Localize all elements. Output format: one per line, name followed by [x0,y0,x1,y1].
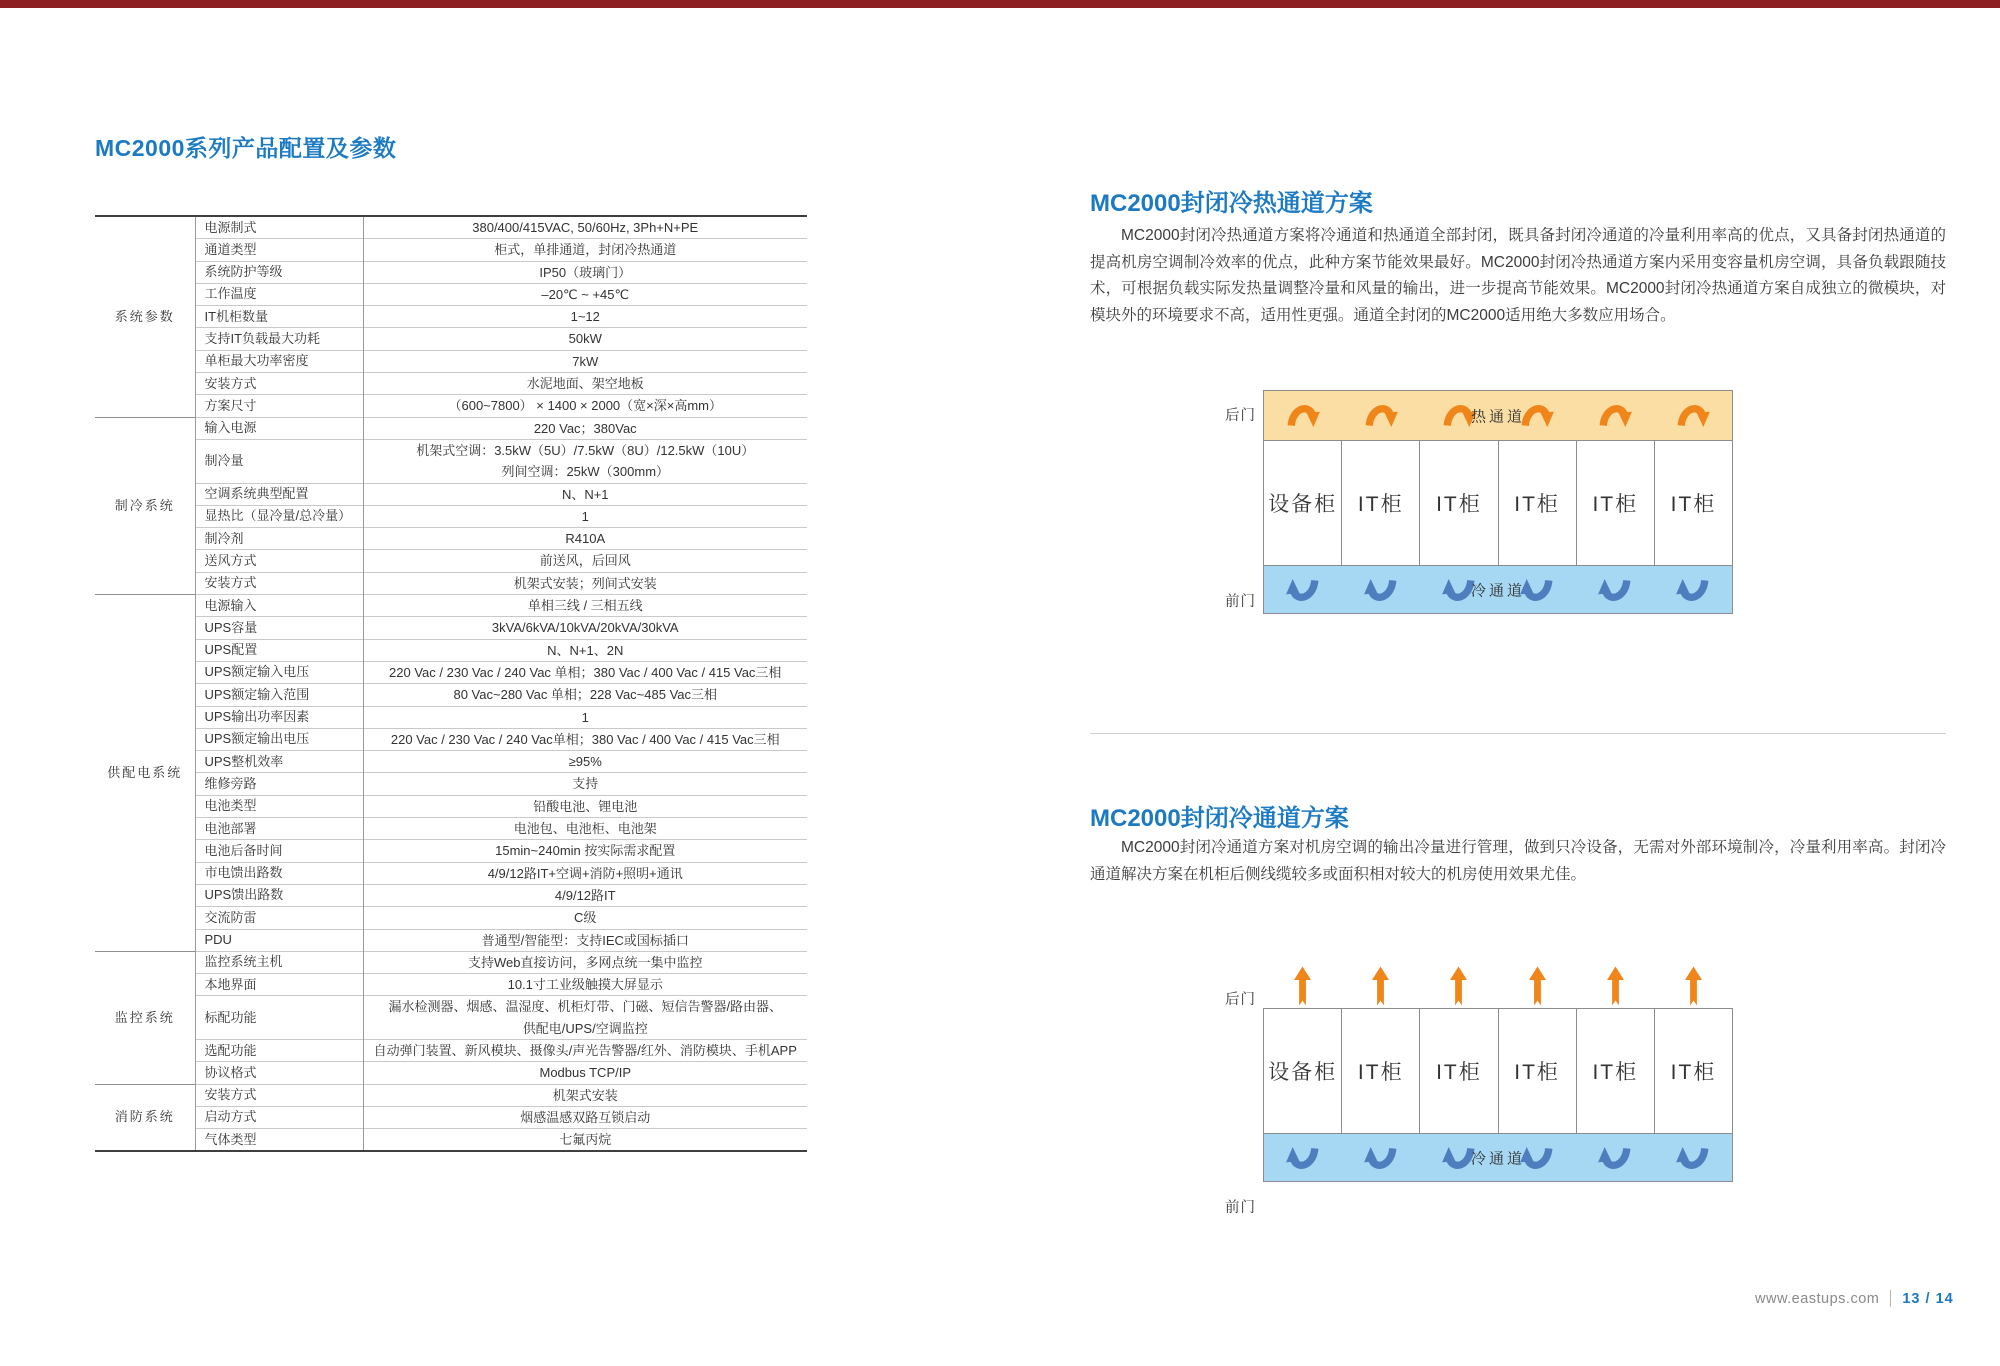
spec-value: 烟感温感双路互锁启动 [363,1106,807,1128]
page-number: 13 / 14 [1902,1290,1954,1307]
curved-airflow-arrow-icon [1598,1144,1632,1172]
spec-value: 支持 [363,773,807,795]
spec-param: 本地界面 [195,974,363,996]
section-heading-cold: MC2000封闭冷通道方案 [1090,805,1349,832]
spec-param: 市电馈出路数 [195,862,363,884]
cabinet-cell: IT柜 [1654,1009,1732,1133]
spec-value: 220 Vac；380Vac [363,417,807,439]
cabinet-stack [1263,390,1733,614]
spec-value: 柜式，单排通道，封闭冷热通道 [363,239,807,261]
spec-value: 220 Vac / 230 Vac / 240 Vac单相；380 Vac / 400 Vac / 415 Vac三相 [363,728,807,750]
cold-aisle-label: 冷通道 [1470,1150,1526,1167]
spec-value: 4/9/12路IT [363,884,807,906]
cabinet-cell: IT柜 [1419,441,1497,565]
spec-param: 工作温度 [195,283,363,305]
hot-aisle-band [1264,391,1732,441]
spec-param: 方案尺寸 [195,395,363,417]
spec-param: 制冷量 [195,439,363,483]
spec-table [95,215,807,1152]
curved-airflow-arrow-icon [1286,576,1320,604]
cabinet-stack [1263,1008,1733,1182]
exhaust-airflow-arrows [1263,964,1733,1006]
spec-param: 支持IT负载最大功耗 [195,328,363,350]
cabinet-cell: IT柜 [1654,441,1732,565]
curved-airflow-arrow-icon [1364,576,1398,604]
spec-param: 显热比（显冷量/总冷量） [195,505,363,527]
cabinet-cell: IT柜 [1341,441,1419,565]
spec-value: C级 [363,907,807,929]
spec-value: 50kW [363,328,807,350]
spec-param: 电池后备时间 [195,840,363,862]
spec-param: 安装方式 [195,572,363,594]
curved-airflow-arrow-icon [1676,1144,1710,1172]
spec-value: 机架式安装；列间式安装 [363,572,807,594]
spec-value: （600~7800） × 1400 × 2000（宽×深×高mm） [363,395,807,417]
spec-param: 电池类型 [195,795,363,817]
spec-value: 1~12 [363,306,807,328]
cabinet-cell: IT柜 [1576,441,1654,565]
spec-value: 支持Web直接访问，多网点统一集中监控 [363,951,807,973]
curved-airflow-arrow-icon [1364,1144,1398,1172]
spec-value: 15min~240min 按实际需求配置 [363,840,807,862]
cabinet-cell: IT柜 [1498,441,1576,565]
spec-value: 80 Vac~280 Vac 单相；228 Vac~485 Vac三相 [363,684,807,706]
spec-param: 协议格式 [195,1062,363,1084]
spec-param: 监控系统主机 [195,951,363,973]
spec-value: 自动弹门装置、新风模块、摄像头/声光告警器/红外、消防模块、手机APP [363,1039,807,1061]
spec-value: 3kVA/6kVA/10kVA/20kVA/30kVA [363,617,807,639]
cabinet-cell: 设备柜 [1264,1009,1341,1133]
spec-param: UPS额定输入范围 [195,684,363,706]
back-door-label: 后门 [1225,992,1256,1008]
section-paragraph-cold: MC2000封闭冷通道方案对机房空调的输出冷量进行管理，做到只冷设备，无需对外部环境制冷，冷量利用率高。封闭冷通道解决方案在机柜后侧线缆较多或面积相对较大的机房使用效果尤佳。 [1090,839,1946,883]
spec-value: IP50（玻璃门） [363,261,807,283]
page-footer [1755,1290,1954,1307]
spec-param: 送风方式 [195,550,363,572]
spec-value: 机架式安装 [363,1084,807,1106]
table-category-cell: 供配电系统 [95,595,195,952]
spec-param: 制冷剂 [195,528,363,550]
up-airflow-arrow-icon [1372,966,1389,1006]
spec-table-body [95,216,807,1151]
spec-param: UPS额定输出电压 [195,728,363,750]
curved-airflow-arrow-icon [1286,402,1320,430]
page-top-accent-bar [0,0,2000,8]
cold-aisle-band [1264,1133,1732,1181]
section-divider [1090,733,1946,734]
back-door-label: 后门 [1225,408,1256,424]
spec-param: UPS配置 [195,639,363,661]
spec-param: 维修旁路 [195,773,363,795]
spec-value: 单相三线 / 三相五线 [363,595,807,617]
table-category-cell: 制冷系统 [95,417,195,594]
curved-airflow-arrow-icon [1520,576,1554,604]
spec-param: 系统防护等级 [195,261,363,283]
up-airflow-arrow-icon [1294,966,1311,1006]
curved-airflow-arrow-icon [1286,1144,1320,1172]
spec-value: –20℃ ~ +45℃ [363,283,807,305]
spec-value: 电池包、电池柜、电池架 [363,818,807,840]
spec-param: 气体类型 [195,1129,363,1152]
up-airflow-arrow-icon [1450,966,1467,1006]
spec-value: 普通型/智能型：支持IEC或国标插口 [363,929,807,951]
front-door-label: 前门 [1225,594,1256,610]
up-airflow-arrow-icon [1529,966,1546,1006]
spec-value: 1 [363,505,807,527]
table-category-cell: 监控系统 [95,951,195,1084]
curved-airflow-arrow-icon [1520,1144,1554,1172]
table-category-cell: 消防系统 [95,1084,195,1151]
spec-value: Modbus TCP/IP [363,1062,807,1084]
spec-param: 安装方式 [195,1084,363,1106]
cold-aisle-diagram [1225,962,1737,1224]
cabinet-row [1264,1009,1732,1133]
curved-airflow-arrow-icon [1598,402,1632,430]
hot-cold-aisle-diagram [1225,390,1737,622]
spec-param: 交流防雷 [195,907,363,929]
spec-value: 前送风，后回风 [363,550,807,572]
spec-value: 漏水检测器、烟感、温湿度、机柜灯带、门磁、短信告警器/路由器、 供配电/UPS/空调监控 [363,996,807,1040]
spec-param: 通道类型 [195,239,363,261]
spec-param: 选配功能 [195,1039,363,1061]
website-text: www.eastups.com [1755,1290,1880,1307]
up-airflow-arrow-icon [1685,966,1702,1006]
spec-param: 单柜最大功率密度 [195,350,363,372]
spec-param: 安装方式 [195,373,363,395]
spec-param: UPS整机效率 [195,751,363,773]
spec-param: 启动方式 [195,1106,363,1128]
cabinet-row [1264,441,1732,565]
spec-value: 水泥地面、架空地板 [363,373,807,395]
spec-value: N、N+1 [363,483,807,505]
spec-param: UPS输出功率因素 [195,706,363,728]
cabinet-cell: IT柜 [1419,1009,1497,1133]
spec-param: IT机柜数量 [195,306,363,328]
spec-param: 输入电源 [195,417,363,439]
section-paragraph-hot-cold: MC2000封闭冷热通道方案将冷通道和热通道全部封闭，既具备封闭冷通道的冷量利用率高的优点，又具备封闭热通道的提高机房空调制冷效率的优点，此种方案节能效果最好。MC2000封闭冷热通道方案内采用变容量机房空调，具备负载跟随技术，可根据负载实际发热量调整冷量和风量的输出，进一步提高节能效果。MC2000封闭冷热通道方案自成独立的微模块，对模块外的环境要求不高，适用性更强。通道全封闭的MC2000适用绝大多数应用场合。 [1090,227,1946,324]
spec-param: UPS容量 [195,617,363,639]
footer-divider [1890,1290,1891,1307]
spec-value: 380/400/415VAC, 50/60Hz, 3Ph+N+PE [472,220,699,235]
table-category-cell: 系统参数 [95,216,195,417]
spec-param: 电池部署 [195,818,363,840]
cabinet-cell: 设备柜 [1264,441,1341,565]
curved-airflow-arrow-icon [1676,576,1710,604]
spec-value: N、N+1、2N [363,639,807,661]
spec-value: 1 [363,706,807,728]
spec-value: ≥95% [363,751,807,773]
right-column [1090,183,1946,1273]
hot-aisle-label: 热通道 [1470,408,1526,425]
curved-airflow-arrow-icon [1598,576,1632,604]
section-heading-hot-cold: MC2000封闭冷热通道方案 [1090,190,1373,217]
cabinet-cell: IT柜 [1498,1009,1576,1133]
page-title: MC2000系列产品配置及参数 [95,135,397,161]
spec-value: 220 Vac / 230 Vac / 240 Vac 单相；380 Vac / 400 Vac / 415 Vac三相 [363,661,807,683]
spec-param: UPS额定输入电压 [195,661,363,683]
curved-airflow-arrow-icon [1676,402,1710,430]
cold-aisle-band [1264,565,1732,613]
spec-param: 空调系统典型配置 [195,483,363,505]
spec-value: 4/9/12路IT+空调+消防+照明+通讯 [363,862,807,884]
curved-airflow-arrow-icon [1520,402,1554,430]
spec-value: 铅酸电池、锂电池 [363,795,807,817]
spec-value: R410A [363,528,807,550]
cold-aisle-label: 冷通道 [1470,582,1526,599]
up-airflow-arrow-icon [1607,966,1624,1006]
cabinet-cell: IT柜 [1576,1009,1654,1133]
spec-value: 10.1寸工业级触摸大屏显示 [363,974,807,996]
spec-param: 标配功能 [195,996,363,1040]
spec-param: PDU [195,929,363,951]
spec-param: UPS馈出路数 [195,884,363,906]
left-column [95,130,807,1152]
spec-value: 7kW [363,350,807,372]
spec-param: 电源输入 [195,595,363,617]
cabinet-cell: IT柜 [1341,1009,1419,1133]
spec-param: 电源制式 [195,216,363,239]
front-door-label: 前门 [1225,1200,1256,1216]
spec-value: 机架式空调：3.5kW（5U）/7.5kW（8U）/12.5kW（10U） 列间空调：25kW（300mm） [363,439,807,483]
curved-airflow-arrow-icon [1364,402,1398,430]
spec-value: 七氟丙烷 [363,1129,807,1152]
